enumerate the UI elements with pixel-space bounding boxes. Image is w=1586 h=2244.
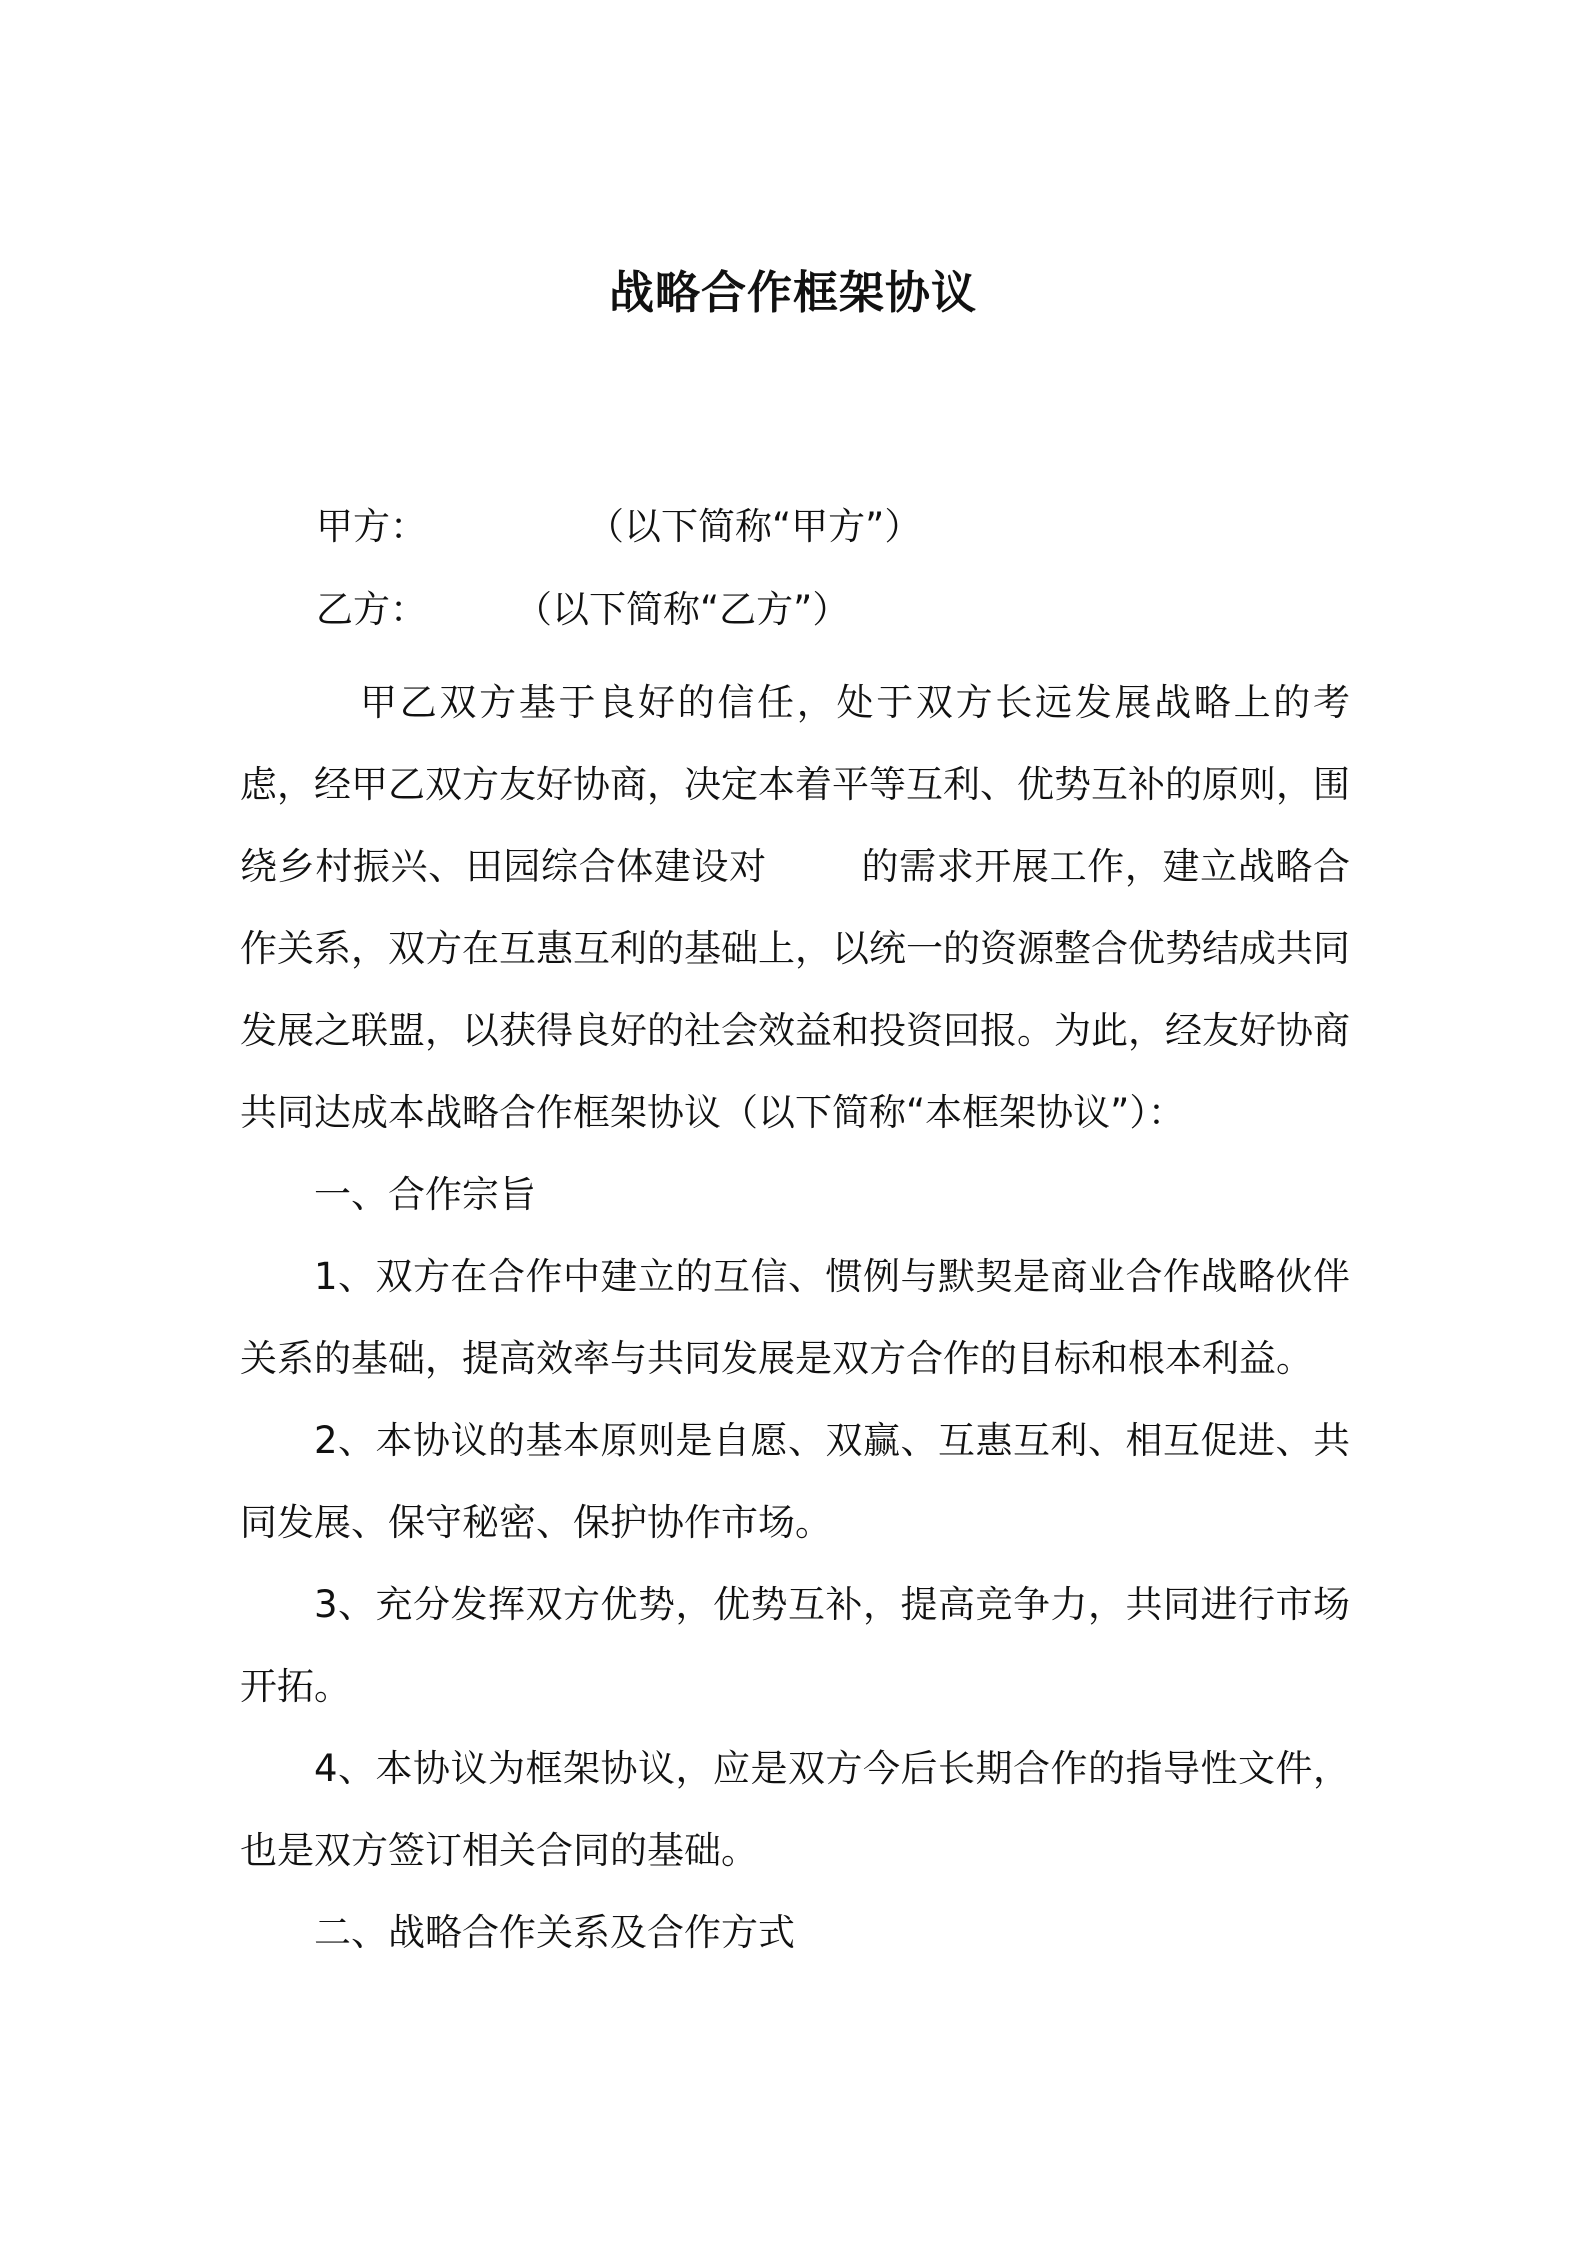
party-a-abbreviation: （以下简称“甲方”）	[587, 505, 922, 548]
section-1-item-2: 2、本协议的基本原则是自愿、双赢、互惠互利、相互促进、共同发展、保守秘密、保护协作市场。	[240, 1419, 1350, 1544]
agreement-body	[240, 662, 1350, 1974]
section-1-item-1: 1、双方在合作中建立的互信、惯例与默契是商业合作战略伙伴关系的基础，提高效率与共同发展是双方合作的目标和根本利益。	[240, 1255, 1350, 1380]
intro-text-part2: 的需求开展工作，建立战略合作关系，双方在互惠互利的基础上，以统一的资源整合优势结成共同发展之联盟，以获得良好的社会效益和投资回报。为此，经友好协商共同达成本战略合作框架协议（以下简称“本框架协议”）：	[240, 845, 1351, 1134]
party-b-abbreviation: （以下简称“乙方”）	[515, 588, 850, 631]
party-a-line	[316, 497, 921, 557]
intro-text-part1: 甲乙双方基于良好的信任，处于双方长远发展战略上的考虑，经甲乙双方友好协商，决定本着平等互利、优势互补的原则，围绕乡村振兴、田园综合体建设对	[240, 681, 1350, 888]
section-2-heading: 二、战略合作关系及合作方式	[314, 1911, 795, 1954]
section-1-item-3: 3、充分发挥双方优势，优势互补，提高竞争力，共同进行市场开拓。	[240, 1583, 1350, 1708]
section-1-item-4: 4、本协议为框架协议，应是双方今后长期合作的指导性文件，也是双方签订相关合同的基础。	[240, 1747, 1350, 1872]
party-a-label: 甲方：	[316, 505, 427, 548]
page-title: 战略合作框架协议	[608, 266, 977, 319]
party-b-line	[316, 580, 849, 640]
section-1-heading: 一、合作宗旨	[314, 1173, 536, 1216]
intro-paragraph	[240, 662, 1350, 1154]
party-b-label: 乙方：	[316, 588, 427, 631]
